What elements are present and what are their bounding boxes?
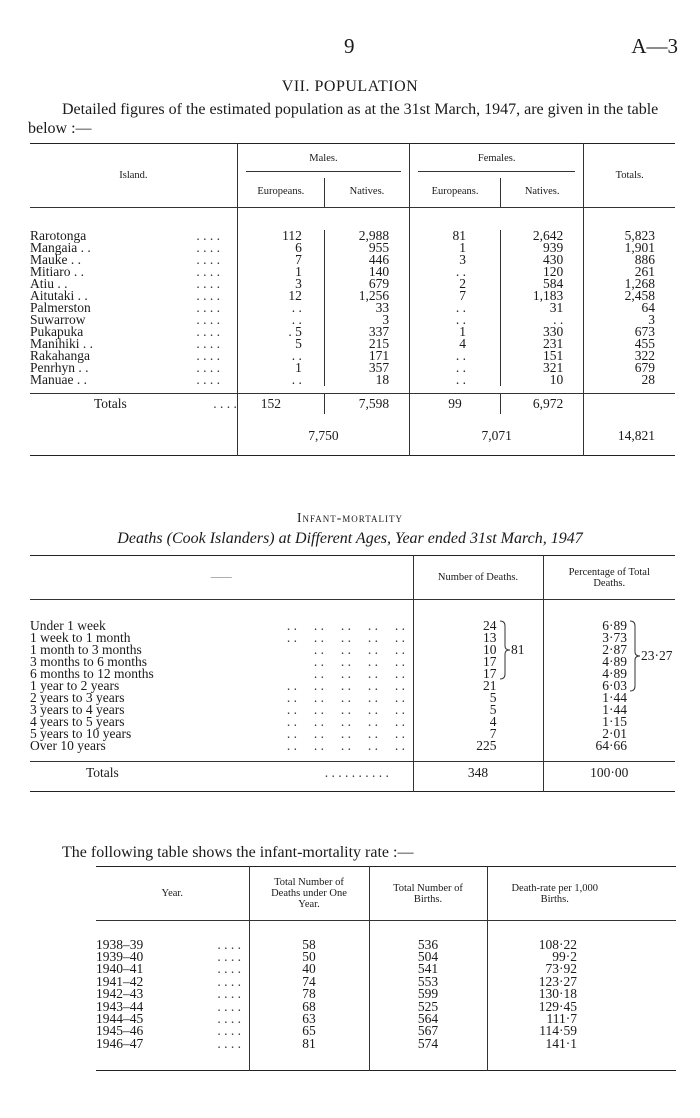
pct-value: 3·73 <box>543 632 675 644</box>
age-label: 1 year to 2 years <box>30 677 120 693</box>
dot-leader: . . . . <box>196 335 220 351</box>
dot-leader: . . . . . . . . . . <box>286 617 405 633</box>
island-name: Manuae . . <box>30 371 87 387</box>
island-name: Penrhyn . . <box>30 359 89 375</box>
mortality-totals-row <box>30 762 675 784</box>
births-value: 553 <box>369 976 487 988</box>
dot-leader: . . . . . . . . . . <box>286 629 405 645</box>
death-rate-value: 114·59 <box>487 1025 622 1037</box>
table-row <box>30 374 675 386</box>
pct-value: 2·87 <box>543 644 675 656</box>
males-natives: 337 <box>324 326 409 338</box>
females-europeans: . . <box>410 362 501 374</box>
table-row <box>30 362 675 374</box>
age-label: 3 years to 4 years <box>30 701 125 717</box>
females-natives: 231 <box>501 338 584 350</box>
dot-leader: . . . . <box>196 347 220 363</box>
island-total: 3 <box>584 314 675 326</box>
col-births-header: Total Number of Births. <box>369 867 487 921</box>
island-total: 1,901 <box>584 242 675 254</box>
females-europeans: 1 <box>410 242 501 254</box>
males-europeans: 6 <box>237 242 324 254</box>
death-rate-value: 73·92 <box>487 963 622 975</box>
females-natives: 430 <box>501 254 584 266</box>
males-europeans: . 5 <box>237 326 324 338</box>
infant-mortality-rate-table <box>96 866 676 1071</box>
females-europeans: . . <box>410 266 501 278</box>
island-total: 679 <box>584 362 675 374</box>
deaths-value: 5 <box>413 692 543 704</box>
dot-leader: . . . . <box>217 1023 241 1039</box>
births-value: 564 <box>369 1013 487 1025</box>
females-europeans: . . <box>410 350 501 362</box>
death-rate-value: 123·27 <box>487 976 622 988</box>
males-natives: 446 <box>324 254 409 266</box>
births-value: 536 <box>369 939 487 951</box>
dot-leader: . . . . <box>196 299 220 315</box>
island-total: 322 <box>584 350 675 362</box>
island-name: Suwarrow <box>30 311 86 327</box>
females-natives: 330 <box>501 326 584 338</box>
grand-females: 7,071 <box>410 414 584 446</box>
totals-f-europeans: 99 <box>410 394 501 414</box>
dot-leader: . . . . <box>196 323 220 339</box>
males-natives: 215 <box>324 338 409 350</box>
dot-leader: . . . . . . . . . . <box>286 701 405 717</box>
table-row <box>30 338 675 350</box>
females-europeans: 81 <box>410 230 501 242</box>
totals-deaths: 348 <box>413 762 543 784</box>
col-deaths-under-one-header: Total Number of Deaths under One Year. <box>249 867 369 921</box>
table-row <box>30 326 675 338</box>
dot-leader: . . . . <box>217 949 241 965</box>
dot-leader: . . . . <box>196 359 220 375</box>
age-label: Under 1 week <box>30 617 106 633</box>
females-natives: 321 <box>501 362 584 374</box>
totals-f-natives: 6,972 <box>501 394 584 414</box>
population-table <box>30 143 675 456</box>
death-rate-value: 129·45 <box>487 1000 622 1012</box>
females-europeans: 3 <box>410 254 501 266</box>
deaths-value: 10 <box>413 644 543 656</box>
dot-leader: . . . . <box>217 936 241 952</box>
intro-text: Detailed figures of the estimated population as at the 31st March, 1947, are given in the table below :— <box>28 101 659 137</box>
rate-intro: The following table shows the infant-mortality rate :— <box>62 844 414 861</box>
col-island-header: Island. <box>119 169 148 181</box>
males-natives: 171 <box>324 350 409 362</box>
deaths-value: 5 <box>413 704 543 716</box>
females-natives: 120 <box>501 266 584 278</box>
year-label: 1943–44 <box>96 998 144 1014</box>
group-pct-total: 23·27 <box>641 647 673 663</box>
females-natives: 151 <box>501 350 584 362</box>
population-totals-row <box>30 394 675 414</box>
island-name: Atiu . . <box>30 275 68 291</box>
deaths-under-one-value: 74 <box>249 976 369 988</box>
dot-leader: . . . . . . . . <box>293 653 405 669</box>
males-europeans: 3 <box>237 278 324 290</box>
males-natives: 18 <box>324 374 409 386</box>
table-row <box>30 266 675 278</box>
table-row <box>96 951 676 963</box>
females-natives: 31 <box>501 302 584 314</box>
females-natives: . . <box>501 314 584 326</box>
females-europeans: . . <box>410 302 501 314</box>
age-label: Over 10 years <box>30 737 106 753</box>
dot-leader: . . . . . . . . <box>293 665 405 681</box>
males-natives: 1,256 <box>324 290 409 302</box>
island-total: 261 <box>584 266 675 278</box>
table-row <box>30 350 675 362</box>
dot-leader: . . . . <box>196 275 220 291</box>
totals-label: Totals <box>86 764 119 780</box>
dot-leader: . . . . <box>217 1035 241 1051</box>
year-label: 1945–46 <box>96 1023 144 1039</box>
island-name: Mangaia . . <box>30 239 91 255</box>
table-row <box>30 278 675 290</box>
females-europeans: . . <box>410 374 501 386</box>
mortality-subtitle: Deaths (Cook Islanders) at Different Ages, Year ended 31st March, 1947 <box>117 530 583 547</box>
age-label: 6 months to 12 months <box>30 665 154 681</box>
island-name: Mauke . . <box>30 251 81 267</box>
table-row <box>96 976 676 988</box>
dot-leader: . . . . . . . . . . <box>286 677 405 693</box>
dot-leader: . . . . <box>196 311 220 327</box>
males-europeans: . . <box>237 374 324 386</box>
females-natives: 939 <box>501 242 584 254</box>
death-rate-value: 130·18 <box>487 988 622 1000</box>
deaths-value: 17 <box>413 668 543 680</box>
death-rate-value: 141·1 <box>487 1038 622 1050</box>
females-europeans: 7 <box>410 290 501 302</box>
age-label: 1 week to 1 month <box>30 629 131 645</box>
col-age-header: —— <box>210 571 232 583</box>
dot-leader: . . . . <box>196 251 220 267</box>
females-natives: 1,183 <box>501 290 584 302</box>
age-label: 1 month to 3 months <box>30 641 142 657</box>
males-europeans: 7 <box>237 254 324 266</box>
age-label: 3 months to 6 months <box>30 653 148 669</box>
dot-leader: . . . . <box>217 986 241 1002</box>
deaths-value: 24 <box>413 620 543 632</box>
col-f-natives-header: Natives. <box>501 178 584 208</box>
col-deaths-header: Number of Deaths. <box>413 556 543 600</box>
deaths-under-one-value: 63 <box>249 1013 369 1025</box>
grand-total: 14,821 <box>584 414 675 446</box>
deaths-value: 21 <box>413 680 543 692</box>
island-name: Manihiki . . <box>30 335 93 351</box>
col-females-header: Females. <box>410 144 584 178</box>
intro-paragraph <box>28 100 676 138</box>
dot-leader: . . . . . . . . . . <box>286 737 405 753</box>
males-natives: 3 <box>324 314 409 326</box>
island-name: Mitiaro . . <box>30 263 84 279</box>
island-name: Rakahanga <box>30 347 90 363</box>
pct-value: 1·44 <box>543 704 675 716</box>
year-label: 1938–39 <box>96 936 144 952</box>
island-name: Aitutaki . . <box>30 287 88 303</box>
dot-leader: . . . . <box>217 973 241 989</box>
island-total: 5,823 <box>584 230 675 242</box>
island-name: Pukapuka <box>30 323 84 339</box>
year-label: 1942–43 <box>96 986 144 1002</box>
table-row <box>96 963 676 975</box>
pct-value: 4·89 <box>543 656 675 668</box>
males-europeans: 112 <box>237 230 324 242</box>
mortality-table <box>30 555 675 792</box>
deaths-under-one-value: 50 <box>249 951 369 963</box>
table-row <box>96 1000 676 1012</box>
island-total: 455 <box>584 338 675 350</box>
deaths-under-one-value: 65 <box>249 1025 369 1037</box>
col-m-natives-header: Natives. <box>324 178 409 208</box>
population-grand-row <box>30 414 675 446</box>
females-natives: 2,642 <box>501 230 584 242</box>
deaths-value: 13 <box>413 632 543 644</box>
dot-leader: . . . . . . . . . . <box>286 725 405 741</box>
deaths-value: 225 <box>413 740 543 752</box>
totals-m-europeans: 152 <box>237 394 324 414</box>
males-europeans: 5 <box>237 338 324 350</box>
island-total: 28 <box>584 374 675 386</box>
females-europeans: . . <box>410 314 501 326</box>
table-row <box>30 290 675 302</box>
males-europeans: 1 <box>237 266 324 278</box>
table-row <box>96 1013 676 1025</box>
females-natives: 10 <box>501 374 584 386</box>
col-f-europeans-header: Europeans. <box>410 178 501 208</box>
pct-value: 1·44 <box>543 692 675 704</box>
pct-value: 6·03 <box>543 680 675 692</box>
males-europeans: . . <box>237 314 324 326</box>
deaths-under-one-value: 81 <box>249 1038 369 1050</box>
grand-males: 7,750 <box>237 414 409 446</box>
table-row <box>30 242 675 254</box>
dot-leader: . . . . <box>196 263 220 279</box>
pct-value: 6·89 <box>543 620 675 632</box>
table-row <box>30 740 675 752</box>
totals-pct: 100·00 <box>543 762 675 784</box>
island-total: 64 <box>584 302 675 314</box>
table-row <box>96 1038 676 1050</box>
dot-leader: . . . . <box>217 1011 241 1027</box>
year-label: 1939–40 <box>96 949 144 965</box>
col-rate-header: Death-rate per 1,000 Births. <box>487 867 622 921</box>
year-label: 1944–45 <box>96 1011 144 1027</box>
dot-leader: . . . . <box>196 371 220 387</box>
deaths-under-one-value: 78 <box>249 988 369 1000</box>
females-natives: 584 <box>501 278 584 290</box>
births-value: 504 <box>369 951 487 963</box>
births-value: 541 <box>369 963 487 975</box>
males-europeans: . . <box>237 350 324 362</box>
col-totals-header: Totals. <box>584 144 675 208</box>
deaths-under-one-value: 58 <box>249 939 369 951</box>
dot-leader: . . . . <box>196 287 220 303</box>
year-label: 1940–41 <box>96 961 144 977</box>
dot-leader: . . . . <box>217 998 241 1014</box>
island-name: Palmerston <box>30 299 91 315</box>
col-males-header: Males. <box>237 144 409 178</box>
deaths-value: 17 <box>413 656 543 668</box>
dot-leader: . . . . . . . . . . <box>286 713 405 729</box>
age-label: 2 years to 3 years <box>30 689 125 705</box>
table-row <box>30 314 675 326</box>
males-europeans: . . <box>237 302 324 314</box>
males-natives: 2,988 <box>324 230 409 242</box>
dot-leader: . . . . <box>213 395 237 411</box>
dot-leader: . . . . <box>217 961 241 977</box>
island-total: 886 <box>584 254 675 266</box>
col-year-header: Year. <box>161 887 183 899</box>
mortality-title: Infant-mortality <box>296 510 404 525</box>
table-row <box>96 1025 676 1037</box>
document-code: A—3 <box>631 34 678 58</box>
death-rate-value: 108·22 <box>487 939 622 951</box>
year-label: 1941–42 <box>96 973 144 989</box>
group-deaths-total: 81 <box>511 641 525 657</box>
island-total: 1,268 <box>584 278 675 290</box>
births-value: 567 <box>369 1025 487 1037</box>
island-total: 673 <box>584 326 675 338</box>
pct-value: 1·15 <box>543 716 675 728</box>
dot-leader: . . . . . . . . . . <box>286 689 405 705</box>
males-europeans: 12 <box>237 290 324 302</box>
deaths-value: 4 <box>413 716 543 728</box>
col-m-europeans-header: Europeans. <box>237 178 324 208</box>
females-europeans: 4 <box>410 338 501 350</box>
age-label: 5 years to 10 years <box>30 725 132 741</box>
dot-leader: . . . . <box>196 239 220 255</box>
dot-leader: . . . . <box>196 227 220 243</box>
totals-label: Totals <box>94 395 127 411</box>
age-label: 4 years to 5 years <box>30 713 125 729</box>
females-europeans: 1 <box>410 326 501 338</box>
pct-value: 2·01 <box>543 728 675 740</box>
deaths-under-one-value: 68 <box>249 1000 369 1012</box>
deaths-under-one-value: 40 <box>249 963 369 975</box>
section-title: VII. POPULATION <box>281 78 419 95</box>
death-rate-value: 111·7 <box>487 1013 622 1025</box>
island-name: Rarotonga <box>30 227 87 243</box>
dot-leader: . . . . . . . . . . <box>324 764 389 780</box>
males-natives: 140 <box>324 266 409 278</box>
table-row <box>30 230 675 242</box>
table-row <box>30 254 675 266</box>
males-europeans: 1 <box>237 362 324 374</box>
totals-m-natives: 7,598 <box>324 394 409 414</box>
page-number: 9 <box>344 34 355 58</box>
year-label: 1946–47 <box>96 1035 144 1051</box>
col-pct-header: Percentage of Total Deaths. <box>543 556 675 600</box>
females-europeans: 2 <box>410 278 501 290</box>
island-total: 2,458 <box>584 290 675 302</box>
deaths-value: 7 <box>413 728 543 740</box>
table-row <box>96 939 676 951</box>
males-natives: 679 <box>324 278 409 290</box>
males-natives: 33 <box>324 302 409 314</box>
pct-value: 64·66 <box>543 740 675 752</box>
table-row <box>96 988 676 1000</box>
death-rate-value: 99·2 <box>487 951 622 963</box>
births-value: 599 <box>369 988 487 1000</box>
dot-leader: . . . . . . . . <box>293 641 405 657</box>
births-value: 574 <box>369 1038 487 1050</box>
births-value: 525 <box>369 1000 487 1012</box>
pct-value: 4·89 <box>543 668 675 680</box>
males-natives: 357 <box>324 362 409 374</box>
table-row <box>30 302 675 314</box>
males-natives: 955 <box>324 242 409 254</box>
